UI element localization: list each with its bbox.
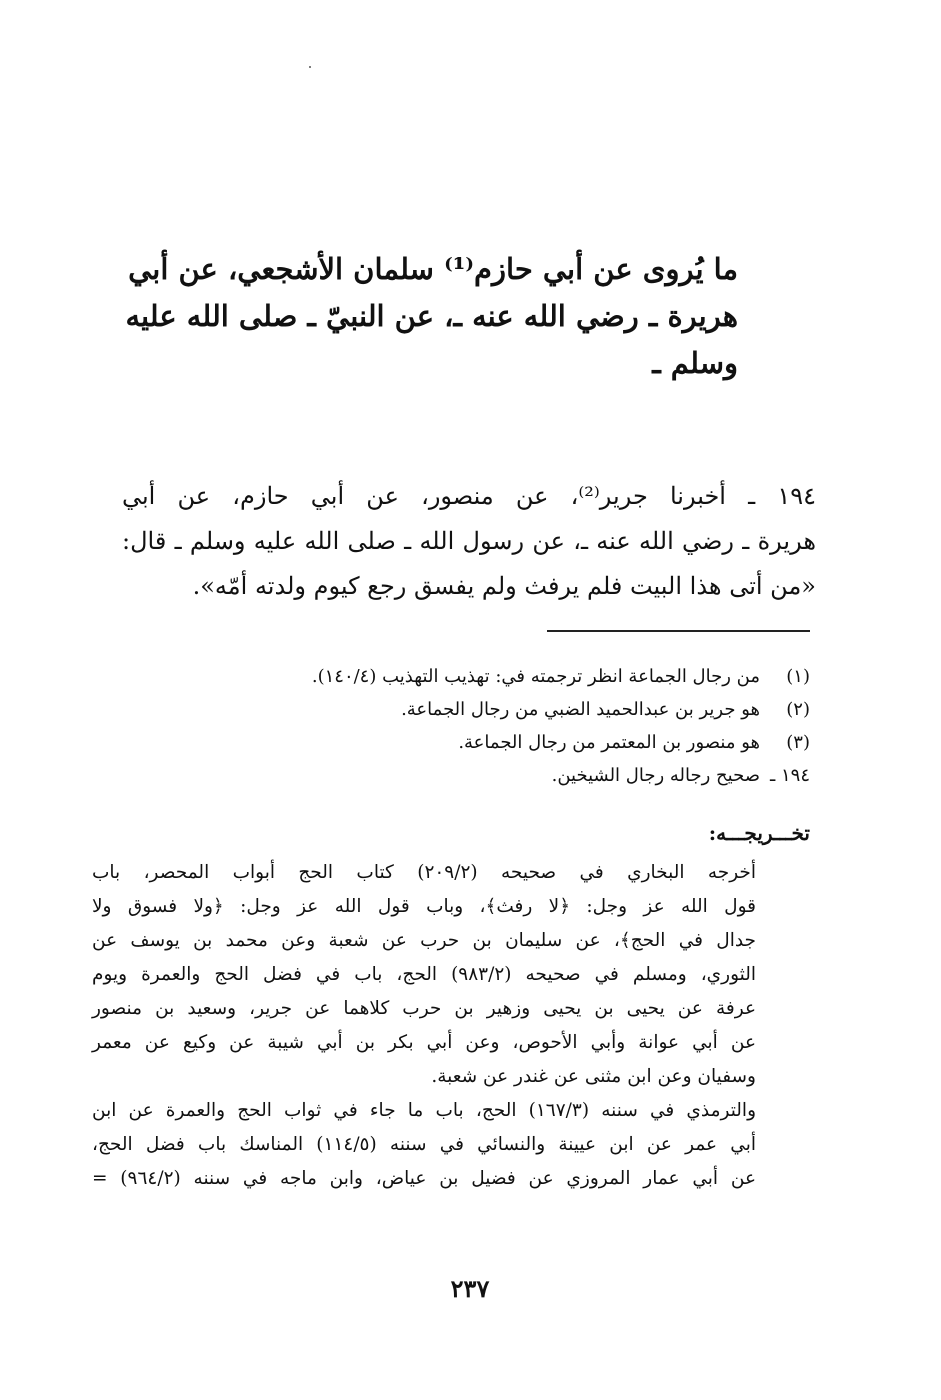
takhrij-line: أخرجه البخاري في صحيحه (٢٠٩/٢) كتاب الحج أبواب المحصر، باب	[92, 862, 756, 883]
footnote-number: (١)	[786, 666, 810, 687]
chapter-title-line: وسلم ـ	[652, 346, 738, 380]
takhrij-text	[92, 856, 756, 1196]
takhrij-line: عرفة عن يحيى بن يحيى وزهير بن حرب كلاهما عن جرير، وسعيد بن منصور	[92, 998, 756, 1019]
footnote	[180, 693, 810, 726]
footnote-separator	[547, 630, 810, 632]
page-number: ٢٣٧	[450, 1274, 490, 1303]
takhrij-line: جدال في الحج﴾، عن سليمان بن حرب عن شعبة وعن محمد بن يوسف عن	[92, 930, 756, 951]
chapter-title-line: ما يُروى عن أبي حازم⁽¹⁾ سلمان الأشجعي، عن أبي	[128, 252, 738, 286]
takhrij-line: قول الله عز وجل: ﴿لا رفث﴾، وباب قول الله عز وجل: ﴿ولا فسوق ولا	[92, 896, 756, 917]
footnote-text: صحيح رجاله رجال الشيخين.	[551, 765, 760, 786]
takhrij-line: الثوري، ومسلم في صحيحه (٩٨٣/٢) الحج، باب في فضل الحج والعمرة ويوم	[92, 964, 756, 985]
footnote-text: هو جرير بن عبدالحميد الضبي من رجال الجماعة.	[401, 699, 760, 720]
takhrij-heading: تخـــريجـــه:	[708, 821, 810, 845]
takhrij-line: وسفيان وعن ابن مثنى عن غندر عن شعبة.	[431, 1066, 756, 1087]
takhrij-line: أبي عمر عن ابن عيينة والنسائي في سننه (١١٤/٥) المناسك باب فضل الحج،	[92, 1134, 756, 1155]
chapter-title-line: هريرة ـ رضي الله عنه ـ، عن النبيّ ـ صلى الله عليه	[125, 299, 738, 333]
hadith-line: هريرة ـ رضي الله عنه ـ، عن رسول الله ـ صلى الله عليه وسلم ـ قال:	[122, 527, 816, 555]
footnote	[180, 660, 810, 693]
footnote	[180, 759, 810, 792]
takhrij-line: والترمذي في سننه (١٦٧/٣) الحج، باب ما جاء في ثواب الحج والعمرة عن ابن	[92, 1100, 757, 1121]
hadith-text	[122, 474, 816, 609]
chapter-title	[125, 246, 738, 387]
hadith-line: ١٩٤ ـ أخبرنا جرير⁽²⁾، عن منصور، عن أبي حازم، عن أبي	[122, 482, 816, 510]
footnote-text: من رجال الجماعة انظر ترجمته في: تهذيب التهذيب (١٤٠/٤).	[311, 666, 760, 687]
footnote-number: (٢)	[786, 699, 810, 720]
footnote-text: هو منصور بن المعتمر من رجال الجماعة.	[458, 732, 760, 753]
takhrij-line: عن أبي عوانة وأبي الأحوص، وعن أبي بكر بن أبي شيبة عن وكيع عن معمر	[92, 1032, 756, 1053]
footnote-number: ١٩٤ ـ	[769, 765, 810, 786]
footnotes	[180, 660, 810, 792]
footnote	[180, 726, 810, 759]
footnote-number: (٣)	[786, 732, 810, 753]
hadith-line: «من أتى هذا البيت فلم يرفث ولم يفسق رجع كيوم ولدته أمّه».	[192, 572, 816, 600]
takhrij-line: عن أبي عمار المروزي عن فضيل بن عياض، وابن ماجه في سننه (٩٦٤/٢) =	[92, 1168, 756, 1189]
speck	[309, 66, 311, 68]
